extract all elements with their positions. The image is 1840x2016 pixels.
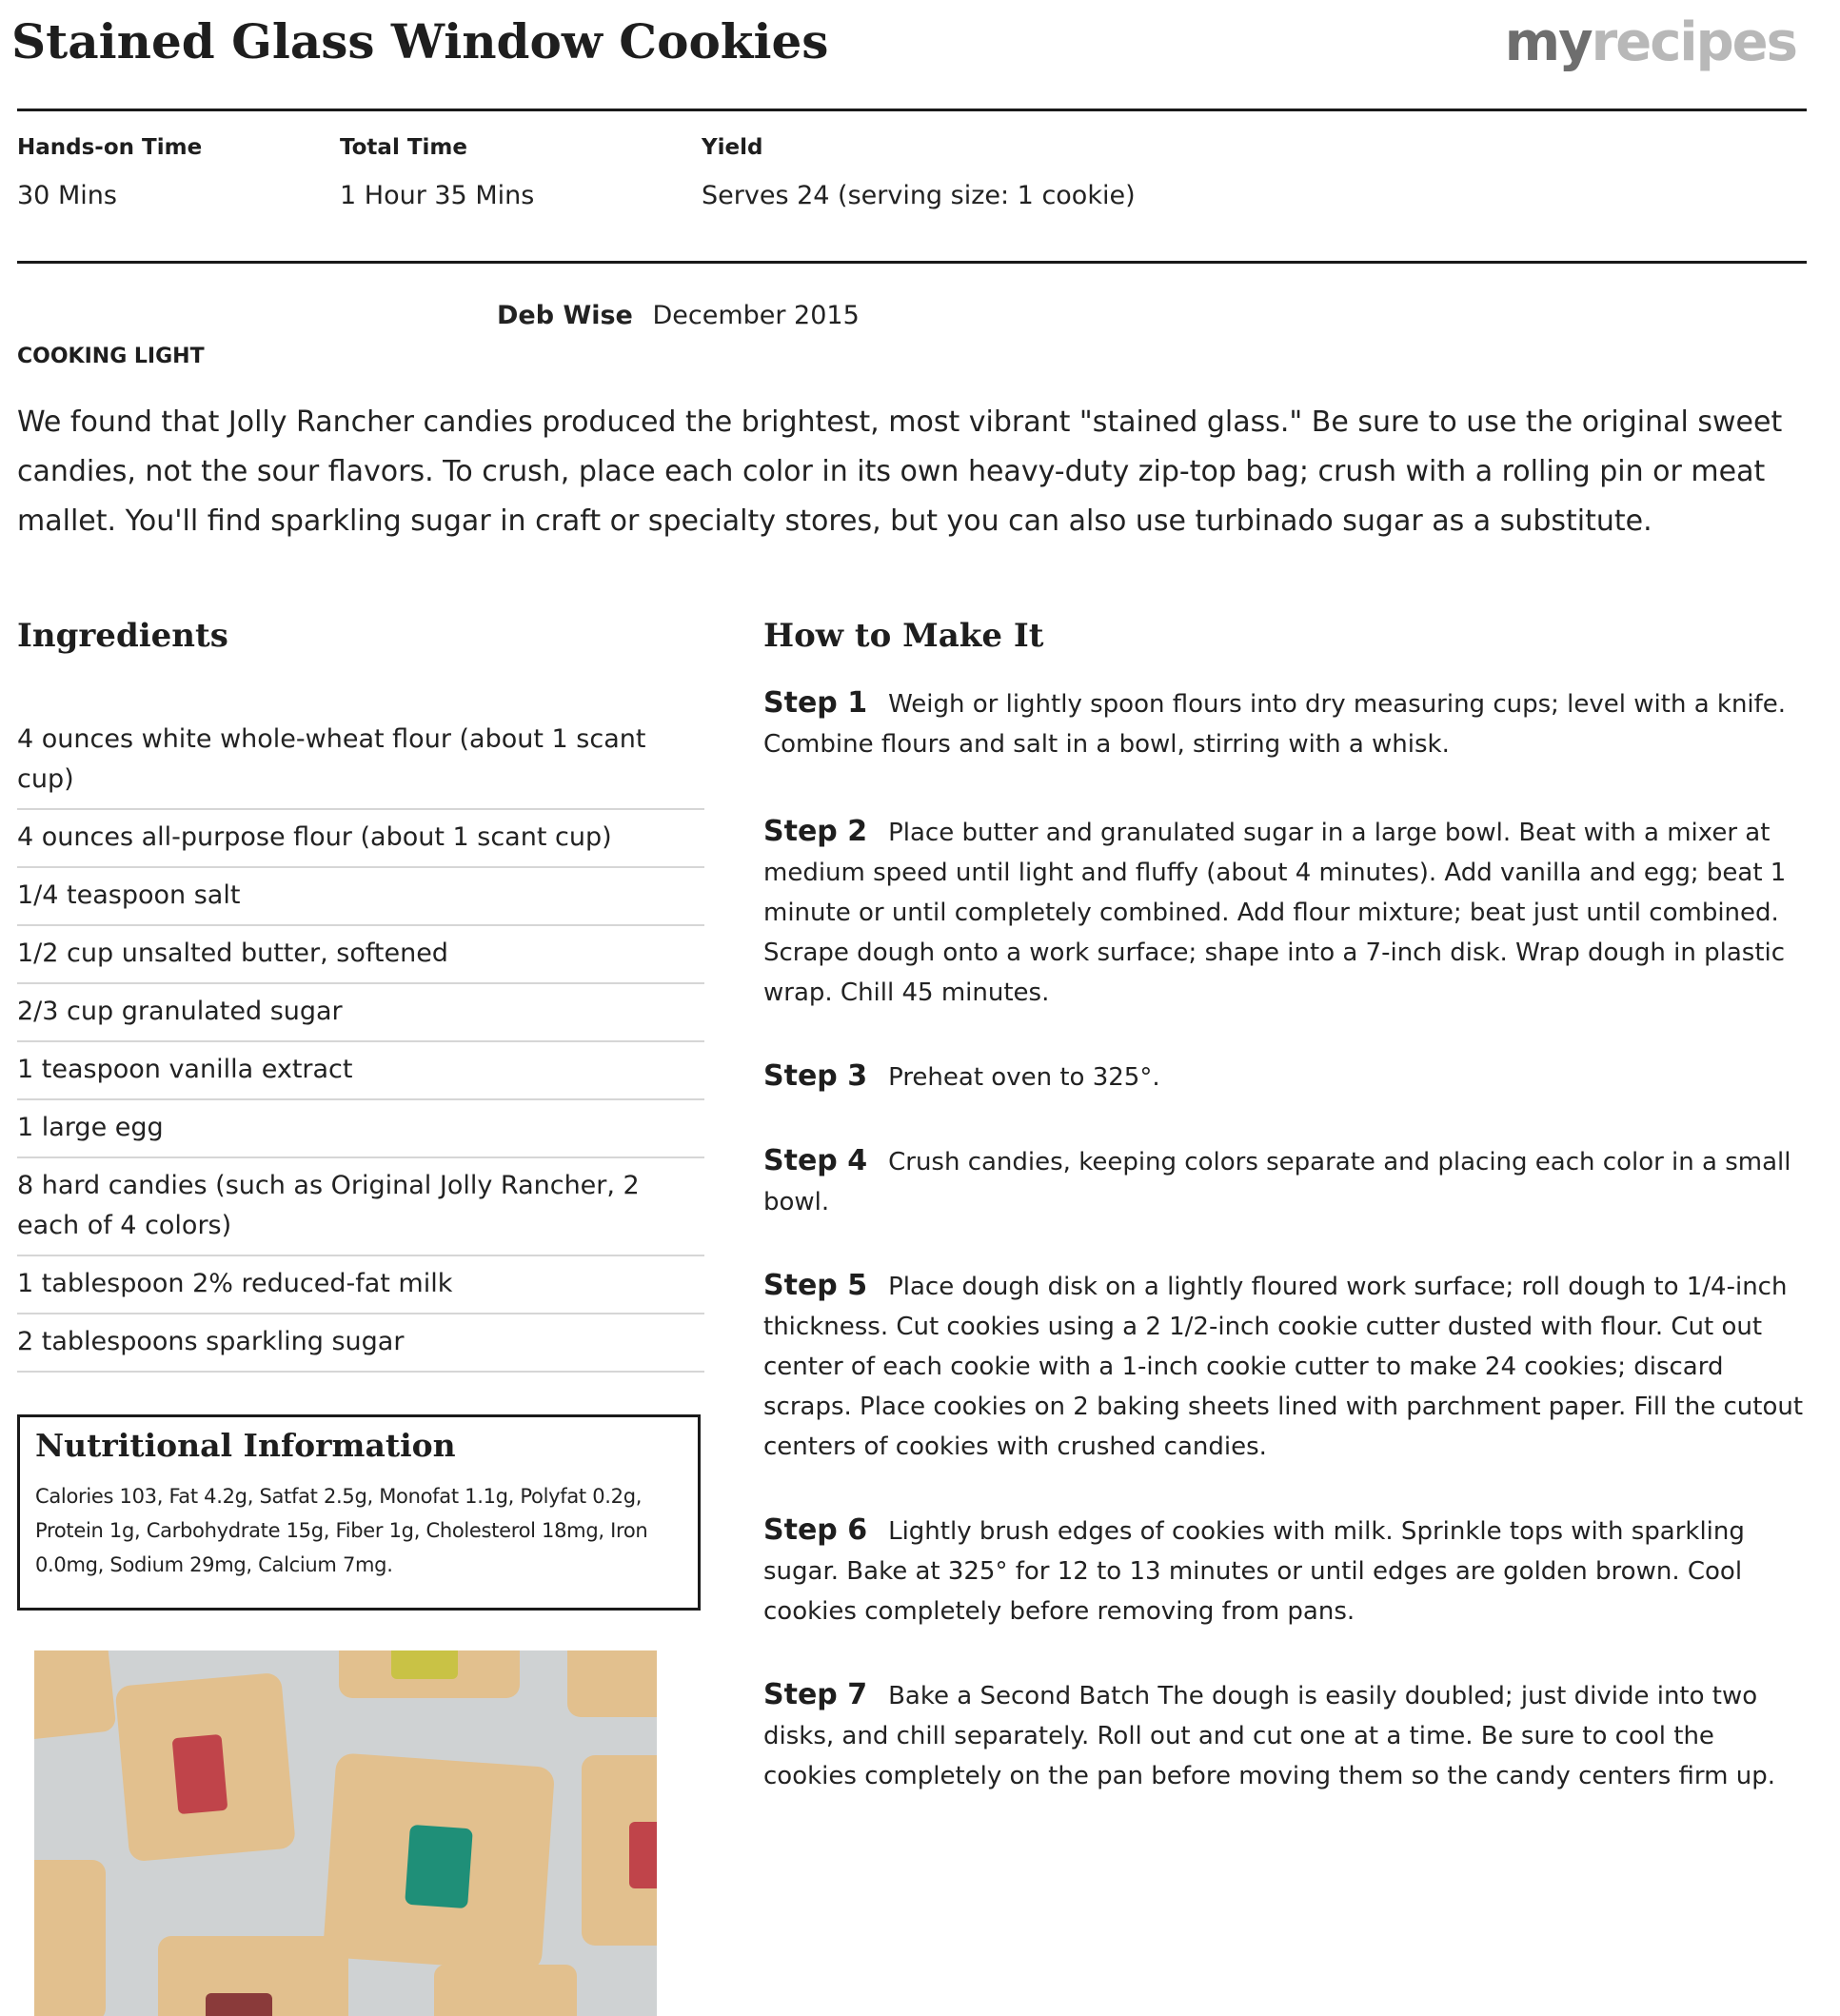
author-name[interactable]: Deb Wise	[497, 301, 633, 330]
meta-value: Serves 24 (serving size: 1 cookie)	[702, 181, 1136, 210]
step-text: Crush candies, keeping colors separate and placing each color in a small bowl.	[763, 1148, 1791, 1216]
ingredient-item: 8 hard candies (such as Original Jolly Rancher, 2 each of 4 colors)	[17, 1158, 704, 1256]
meta-value: 30 Mins	[17, 181, 117, 210]
ingredient-item: 1/2 cup unsalted butter, softened	[17, 926, 704, 984]
recipe-title: Stained Glass Window Cookies	[11, 13, 829, 69]
step-label: Step 4	[763, 1144, 868, 1177]
how-to-heading: How to Make It	[763, 617, 1044, 655]
ingredient-item: 2 tablespoons sparkling sugar	[17, 1314, 704, 1373]
ingredients-list	[17, 712, 704, 1373]
myrecipes-logo[interactable]	[1505, 11, 1796, 73]
step-item	[763, 1141, 1810, 1222]
step-text: Bake a Second Batch The dough is easily doubled; just divide into two disks, and chill separately. Roll out and cut one at a time. Be sure to cool the cookies completely on the pan before moving them so the candy centers firm up.	[763, 1682, 1775, 1790]
step-label: Step 1	[763, 686, 868, 720]
ingredient-item: 4 ounces white whole-wheat flour (about 1 scant cup)	[17, 712, 704, 810]
step-text: Place dough disk on a lightly floured work surface; roll dough to 1/4-inch thickness. Cut cookies using a 2 1/2-inch cookie cutter dusted with flour. Cut out center of each cookie with a 1-inch cookie cutter to make 24 cookies; discard scraps. Place cookies on 2 baking sheets lined with parchment paper. Fill the cutout centers of cookies with crushed candies.	[763, 1273, 1804, 1461]
recipe-source: COOKING LIGHT	[17, 345, 205, 368]
ingredient-item: 4 ounces all-purpose flour (about 1 scant cup)	[17, 810, 704, 868]
logo-part-my: my	[1504, 11, 1592, 73]
cookie-photo	[34, 1650, 657, 2016]
meta-total-time	[340, 135, 534, 210]
step-label: Step 6	[763, 1513, 868, 1547]
step-label: Step 2	[763, 815, 868, 848]
ingredient-item: 1/4 teaspoon salt	[17, 868, 704, 926]
recipe-intro: We found that Jolly Rancher candies produced the brightest, most vibrant "stained glass." Be sure to use the original sweet candies, not the sour flavors. To crush, place each color in its own heavy-duty zip-top bag; crush with a rolling pin or meat mallet. You'll find sparkling sugar in craft or specialty stores, but you can also use turbinado sugar as a substitute.	[17, 405, 1783, 538]
byline	[497, 301, 860, 330]
steps-list	[763, 683, 1810, 1796]
nutrition-text: Calories 103, Fat 4.2g, Satfat 2.5g, Monofat 1.1g, Polyfat 0.2g, Protein 1g, Carbohydrate 15g, Fiber 1g, Cholesterol 18mg, Iron 0.0mg, Sodium 29mg, Calcium 7mg.	[35, 1485, 648, 1576]
step-item	[763, 1057, 1810, 1097]
meta-hands-on-time	[17, 135, 202, 210]
step-label: Step 7	[763, 1678, 868, 1711]
meta-label: Yield	[702, 135, 763, 160]
step-text: Weigh or lightly spoon flours into dry measuring cups; level with a knife. Combine flours and salt in a bowl, stirring with a whisk.	[763, 690, 1787, 759]
ingredient-item: 1 large egg	[17, 1100, 704, 1158]
nutrition-heading: Nutritional Information	[35, 1427, 456, 1464]
top-divider	[17, 109, 1807, 111]
step-label: Step 5	[763, 1269, 868, 1302]
ingredient-item: 1 tablespoon 2% reduced-fat milk	[17, 1256, 704, 1314]
meta-yield	[702, 135, 1136, 210]
step-item	[763, 683, 1810, 764]
step-item	[763, 812, 1810, 1013]
meta-label: Total Time	[340, 135, 467, 160]
step-text: Place butter and granulated sugar in a large bowl. Beat with a mixer at medium speed until light and fluffy (about 4 minutes). Add vanilla and egg; beat 1 minute or until completely combined. Add flour mixture; beat just until combined. Scrape dough onto a work surface; shape into a 7-inch disk. Wrap dough in plastic wrap. Chill 45 minutes.	[763, 819, 1787, 1007]
meta-label: Hands-on Time	[17, 135, 203, 160]
nutrition-box	[17, 1414, 701, 1611]
step-text: Lightly brush edges of cookies with milk. Sprinkle tops with sparkling sugar. Bake at 325° for 12 to 13 minutes or until edges are golden brown. Cool cookies completely before removing from pans.	[763, 1517, 1745, 1626]
step-item	[763, 1675, 1810, 1796]
ingredient-item: 2/3 cup granulated sugar	[17, 984, 704, 1042]
step-item	[763, 1511, 1810, 1631]
cookie-photo-icon	[34, 1650, 657, 2016]
ingredient-item: 1 teaspoon vanilla extract	[17, 1042, 704, 1100]
publish-date: December 2015	[652, 301, 860, 330]
step-text: Preheat oven to 325°.	[888, 1063, 1160, 1092]
logo-part-recipes: recipes	[1591, 11, 1796, 73]
ingredients-heading: Ingredients	[17, 617, 228, 655]
step-label: Step 3	[763, 1059, 868, 1093]
meta-value: 1 Hour 35 Mins	[340, 181, 535, 210]
step-item	[763, 1266, 1810, 1467]
meta-divider	[17, 261, 1807, 264]
